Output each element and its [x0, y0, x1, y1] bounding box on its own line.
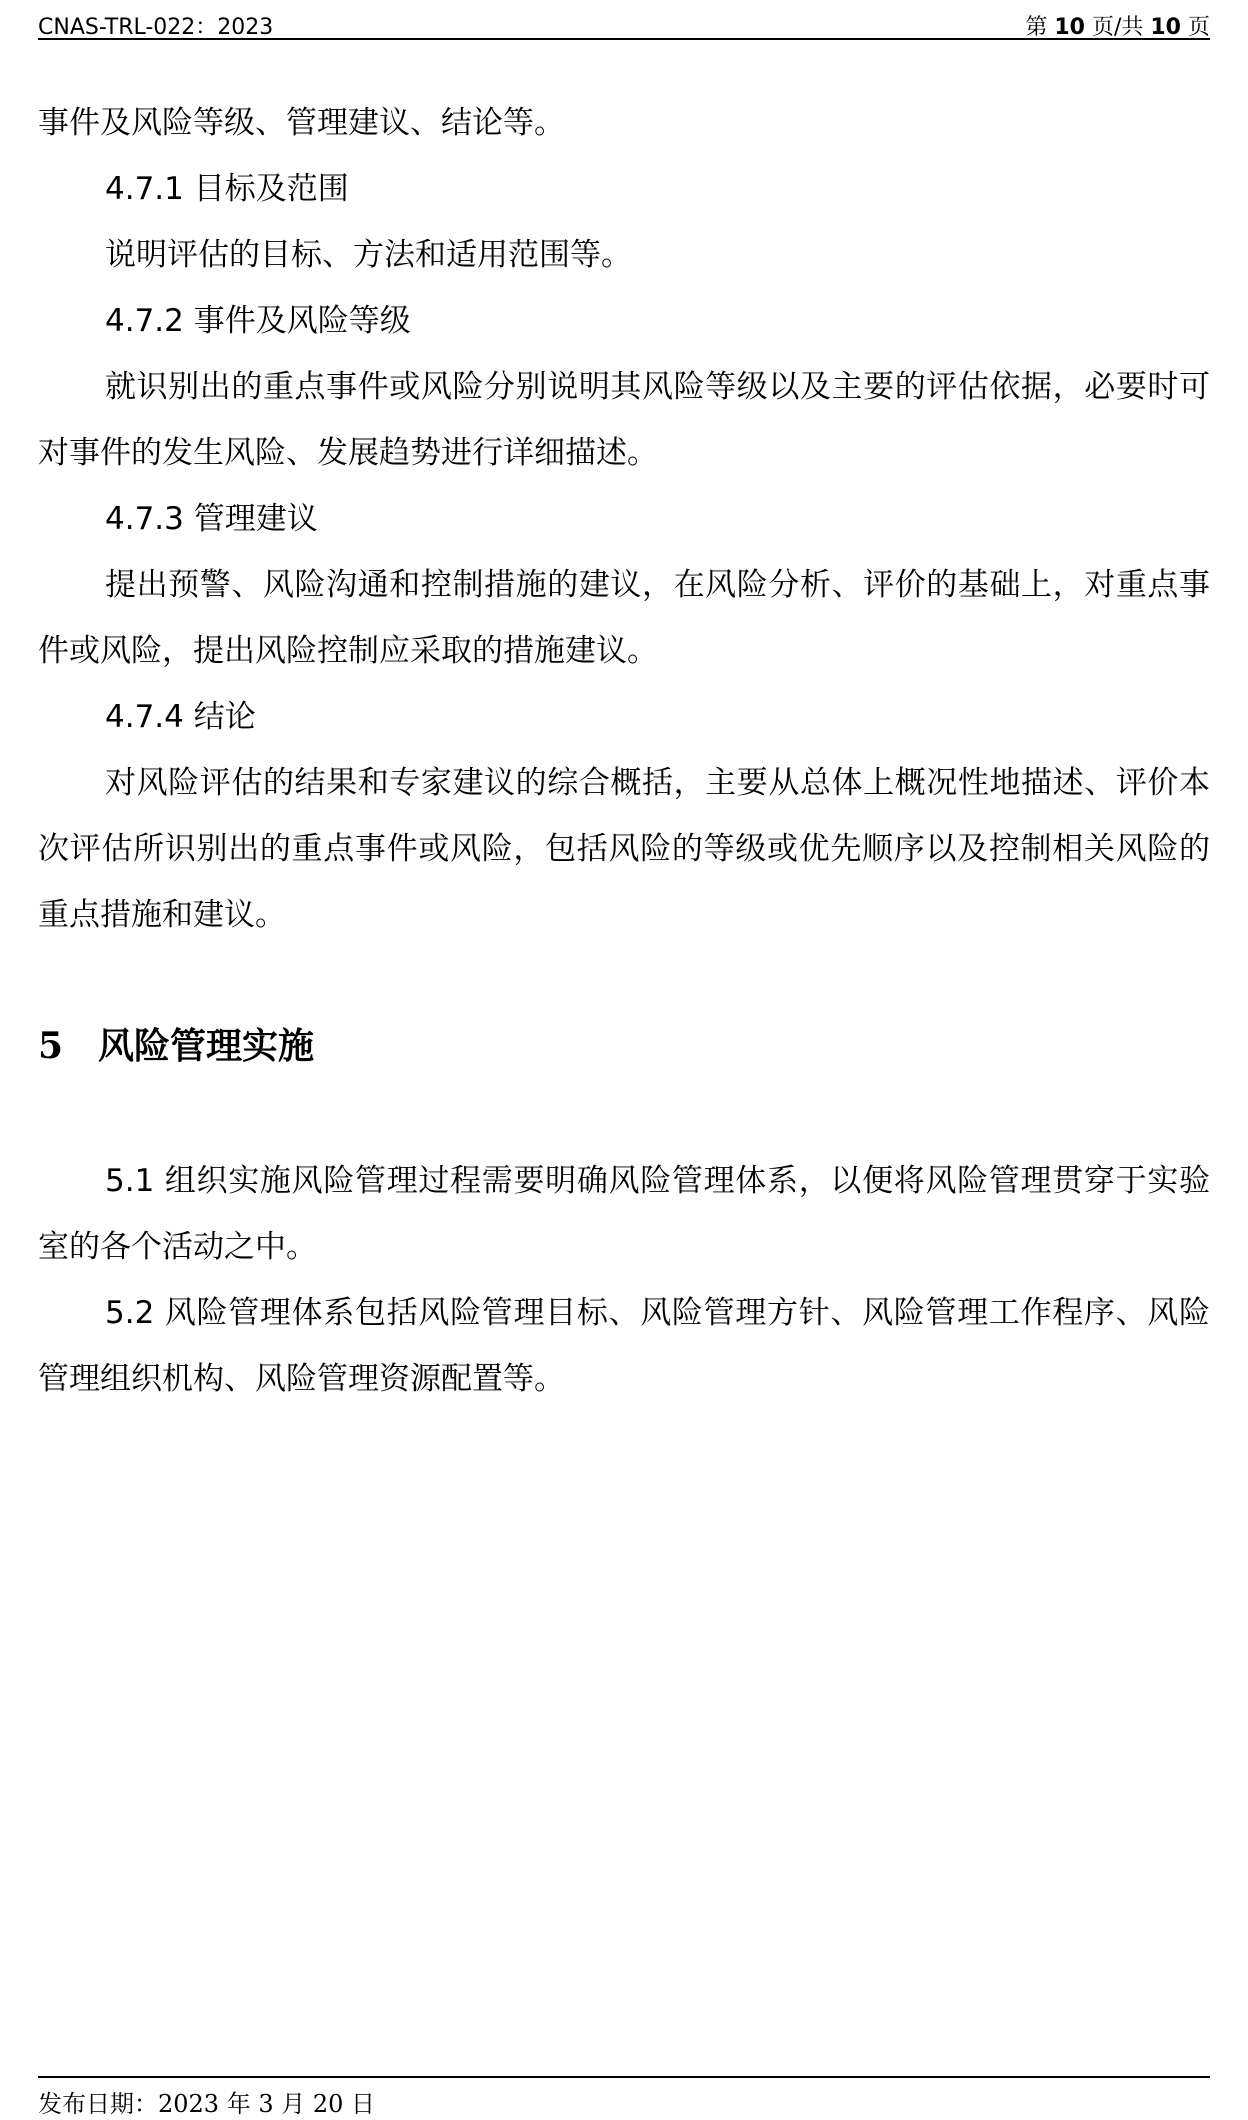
current-page-number: 10 [1054, 15, 1085, 40]
continuation-paragraph: 事件及风险等级、管理建议、结论等。 [38, 105, 565, 141]
paragraph-5-2-text: 风险管理体系包括风险管理目标、风险管理方针、风险管理工作程序、风险管理组织机构、风险管理资源配置等。 [38, 1295, 1210, 1397]
paragraph-5-1-number: 5.1 [105, 1163, 155, 1199]
paragraph-5-1 [38, 1148, 1210, 1280]
heading-4-7-4-text: 结论 [183, 699, 256, 735]
paragraph-5-1-text: 组织实施风险管理过程需要明确风险管理体系，以便将风险管理贯穿于实验室的各个活动之中。 [38, 1163, 1210, 1265]
publish-date: 发布日期：2023 年 3 月 20 日 [38, 2090, 376, 2118]
page-prefix: 第 [1025, 15, 1055, 40]
heading-4-7-3 [38, 486, 1210, 552]
paragraph-4-7-2: 就识别出的重点事件或风险分别说明其风险等级以及主要的评估依据，必要时可对事件的发生风险、发展趋势进行详细描述。 [38, 369, 1210, 471]
page-mid: 页/共 [1084, 15, 1151, 40]
page-number-info [1025, 10, 1210, 41]
section-5-content [38, 1148, 1210, 1412]
document-code: CNAS-TRL-022：2023 [38, 15, 274, 40]
paragraph-4-7-4: 对风险评估的结果和专家建议的综合概括，主要从总体上概况性地描述、评价本次评估所识别出的重点事件或风险，包括风险的等级或优先顺序以及控制相关风险的重点措施和建议。 [38, 765, 1210, 933]
heading-4-7-2-text: 事件及风险等级 [183, 303, 411, 339]
heading-4-7-1-number: 4.7.1 [105, 171, 184, 207]
heading-4-7-4-number: 4.7.4 [105, 699, 184, 735]
heading-4-7-1 [38, 156, 1210, 222]
section-5-title: 风险管理实施 [98, 1025, 315, 1067]
paragraph-4-7-3: 提出预警、风险沟通和控制措施的建议，在风险分析、评价的基础上，对重点事件或风险，提出风险控制应采取的措施建议。 [38, 567, 1210, 669]
body-content [38, 90, 1210, 948]
heading-4-7-3-text: 管理建议 [183, 501, 318, 537]
heading-4-7-1-text: 目标及范围 [183, 171, 349, 207]
page-suffix: 页 [1181, 15, 1210, 40]
section-5-number: 5 [38, 1025, 64, 1067]
heading-4-7-2 [38, 288, 1210, 354]
page-footer [38, 2076, 1210, 2119]
section-5-heading [38, 1018, 314, 1069]
heading-4-7-2-number: 4.7.2 [105, 303, 184, 339]
heading-4-7-3-number: 4.7.3 [105, 501, 184, 537]
heading-4-7-4 [38, 684, 1210, 750]
page-header [38, 6, 1210, 40]
total-page-number: 10 [1150, 15, 1181, 40]
paragraph-5-2-number: 5.2 [105, 1295, 155, 1331]
paragraph-4-7-1: 说明评估的目标、方法和适用范围等。 [105, 237, 632, 273]
paragraph-5-2 [38, 1280, 1210, 1412]
